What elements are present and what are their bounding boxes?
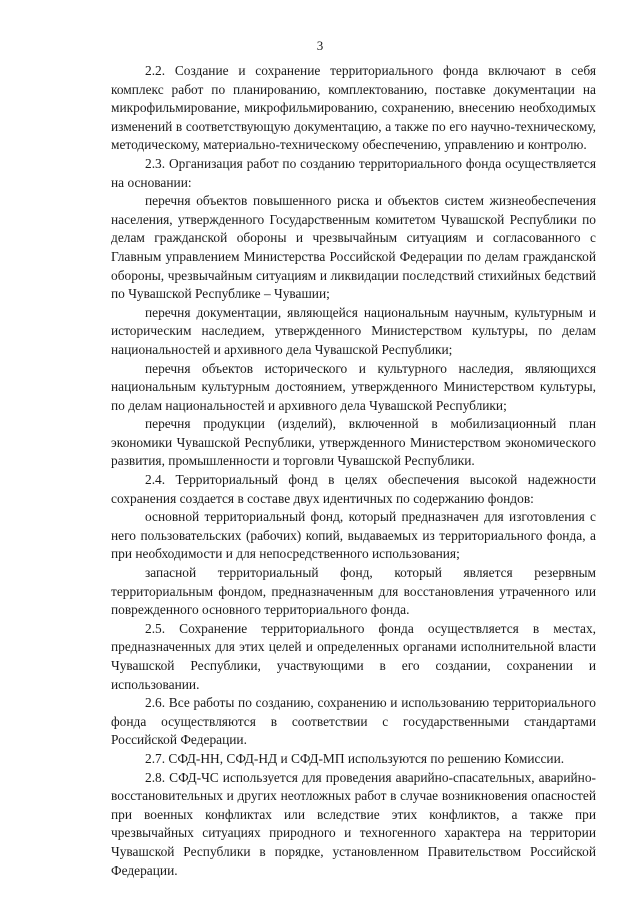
- paragraph-2-5: 2.5. Сохранение территориального фонда осуществляется в местах, предназначенных для этих целей и определенных органами исполнительной власти Чувашской Республики, участвующими в его создании, сохранении и использовании.: [111, 620, 596, 692]
- list-item-risk-objects: перечня объектов повышенного риска и объектов систем жизнеобеспечения населения, утвержденного Государственным комитетом Чувашской Республики по делам гражданской обороны и чрезвычайным ситуациям и согласованного с Главным управлением Министерства Российской Федерации по делам гражданской обороны, чрезвычайным ситуациям и ликвидации последствий стихийных бедствий по Чувашской Республике – Чувашии;: [111, 193, 596, 302]
- list-item-reserve-fund: запасной территориальный фонд, который является резервным территориальным фондом, предназначенным для восстановления утраченного или поврежденного основного территориального фонда.: [111, 565, 596, 618]
- paragraph-2-4: 2.4. Территориальный фонд в целях обеспечения высокой надежности сохранения создается в составе двух идентичных по содержанию фондов:: [111, 472, 596, 506]
- paragraph-2-8: 2.8. СФД-ЧС используется для проведения аварийно-спасательных, аварийно-восстановительных и других неотложных работ в случае возникновения опасностей при военных конфликтах или вследствие этих конфликтов, а также при чрезвычайных ситуациях природного и техногенного характера на территории Чувашской Республики в порядке, установленном Правительством Российской Федерации.: [111, 769, 596, 878]
- paragraph-2-7: 2.7. СФД-НН, СФД-НД и СФД-МП используются по решению Комиссии.: [145, 750, 565, 766]
- paragraph-2-3: 2.3. Организация работ по созданию территориального фонда осуществляется на основании:: [111, 155, 596, 190]
- list-item-mobilization-products: перечня продукции (изделий), включенной в мобилизационный план экономики Чувашской Республики, утвержденного Министерством экономического развития, промышленности и торговли Чувашской Республики.: [111, 416, 596, 469]
- document-body: [111, 62, 596, 880]
- list-item-main-fund: основной территориальный фонд, который предназначен для изготовления с него пользовательских (рабочих) копий, выдаваемых из территориального фонда, а при необходимости и для непосредственного использования;: [111, 509, 596, 562]
- paragraph-2-2: 2.2. Создание и сохранение территориального фонда включают в себя комплекс работ по планированию, комплектованию, поставке документации на микрофильмирование, микрофильмированию, сохранению, внесению необходимых изменений в соответствующую документацию, а также по его научно-техническому, методическому, материально-техническому обеспечению, управлению и контролю.: [111, 63, 596, 153]
- list-item-heritage-objects: перечня объектов исторического и культурного наследия, являющихся национальным культурным достоянием, утвержденного Министерством культуры, по делам национальностей и архивного дела Чувашской Республики;: [111, 360, 596, 413]
- page-number: 3: [316, 38, 324, 53]
- paragraph-2-6: 2.6. Все работы по созданию, сохранению и использованию территориального фонда осуществляются в соответствии с государственными стандартами Российской Федерации.: [111, 695, 596, 748]
- list-item-heritage-documentation: перечня документации, являющейся национальным научным, культурным и историческим наследием, утвержденного Министерством культуры, по делам национальностей и архивного дела Чувашской Республики;: [111, 304, 596, 357]
